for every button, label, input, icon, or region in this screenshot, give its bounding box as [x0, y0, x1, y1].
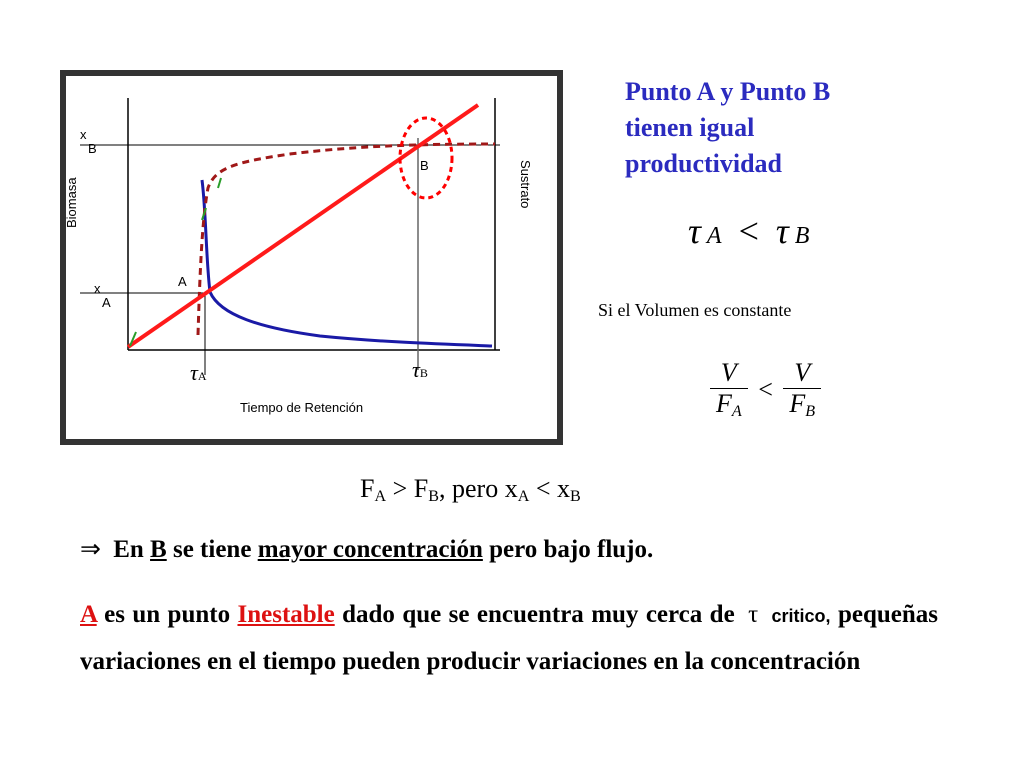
heading: Punto A y Punto B tienen igual productividad	[625, 77, 831, 178]
tauA-label: τA	[190, 360, 207, 385]
x-axis-label: Tiempo de Retención	[240, 400, 364, 415]
conclusion-line: ⇒ En B se tiene mayor concentración pero bajo flujo.	[80, 536, 654, 563]
volume-inequality: $\frac{V}{F_A}$ < $\frac{V}{F_B}$	[710, 358, 821, 421]
explanation-paragraph: A es un punto Inestable dado que se encuentra muy cerca de τ critico, pequeñas variaciones en el tiempo pueden producir variaciones en la concentración	[80, 601, 939, 675]
chart-frame	[63, 73, 560, 442]
y-label-right: Sustrato	[518, 160, 533, 209]
chart-figure	[60, 70, 565, 445]
xB-label: x B	[80, 127, 97, 156]
xA-label: x A	[94, 281, 111, 310]
y-label-left: Biomasa	[64, 177, 79, 228]
fraction-b: $\frac{V}{F_B}$	[783, 358, 821, 421]
flows-line: $F_A > F_B$, pero $x_A < x_B$	[360, 474, 581, 506]
tauB-label: τB	[412, 357, 428, 382]
fraction-a: $\frac{V}{F_A}$	[710, 358, 748, 421]
volume-note: Si el Volumen es constante	[598, 300, 792, 320]
point-b-label: B	[420, 158, 429, 173]
chart-svg	[60, 70, 565, 445]
point-a-label: A	[178, 274, 187, 289]
tau-inequality: τ A < τ B	[688, 211, 810, 251]
